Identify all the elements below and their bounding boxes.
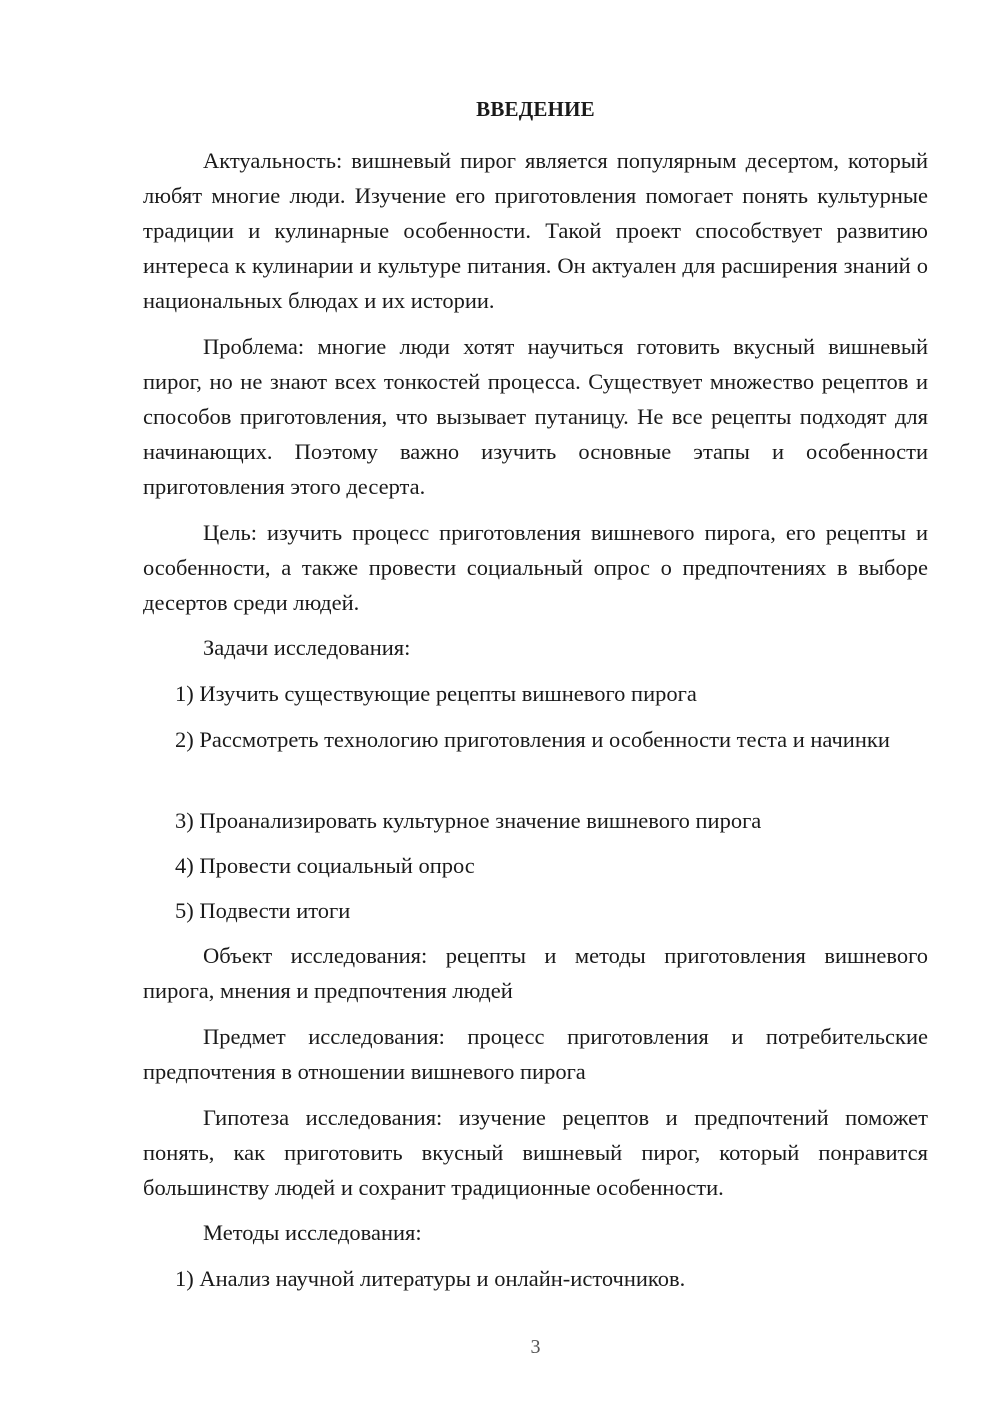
hypothesis-paragraph: Гипотеза исследования: изучение рецептов и предпочтений поможет понять, как приготовить вкусный вишневый пирог, который понравится большинству людей и сохранит традиционные особенности. <box>143 1105 928 1200</box>
relevance-paragraph: Актуальность: вишневый пирог является популярным десертом, который любят многие люди. Изучение его приготовления помогает понять культурные традиции и кулинарные особенности. Такой проект способствует развитию интереса к кулинарии и культуре питания. Он актуален для расширения знаний о национальных блюдах и их истории. <box>143 148 928 313</box>
method-item-1: 1) Анализ научной литературы и онлайн-источников. <box>175 1266 686 1291</box>
task-item-4: 4) Провести социальный опрос <box>175 853 475 878</box>
section-heading: ВВЕДЕНИЕ <box>476 97 595 121</box>
task-item-5: 5) Подвести итоги <box>175 898 351 923</box>
task-item-2: 2) Рассмотреть технологию приготовления и особенности теста и начинки <box>175 727 890 752</box>
object-paragraph: Объект исследования: рецепты и методы приготовления вишневого пирога, мнения и предпочтения людей <box>143 943 928 1003</box>
task-item-1: 1) Изучить существующие рецепты вишневого пирога <box>175 681 697 706</box>
problem-paragraph: Проблема: многие люди хотят научиться готовить вкусный вишневый пирог, но не знают всех тонкостей процесса. Существует множество рецептов и способов приготовления, что вызывает путаницу. Не все рецепты подходят для начинающих. Поэтому важно изучить основные этапы и особенности приготовления этого десерта. <box>143 334 928 499</box>
task-item-3: 3) Проанализировать культурное значение вишневого пирога <box>175 808 762 833</box>
subject-paragraph: Предмет исследования: процесс приготовления и потребительские предпочтения в отношении вишневого пирога <box>143 1024 928 1084</box>
methods-title: Методы исследования: <box>203 1220 422 1245</box>
goal-paragraph: Цель: изучить процесс приготовления вишневого пирога, его рецепты и особенности, а также провести социальный опрос о предпочтениях в выборе десертов среди людей. <box>143 520 928 615</box>
page-number: 3 <box>530 1336 541 1358</box>
tasks-title: Задачи исследования: <box>203 635 411 660</box>
